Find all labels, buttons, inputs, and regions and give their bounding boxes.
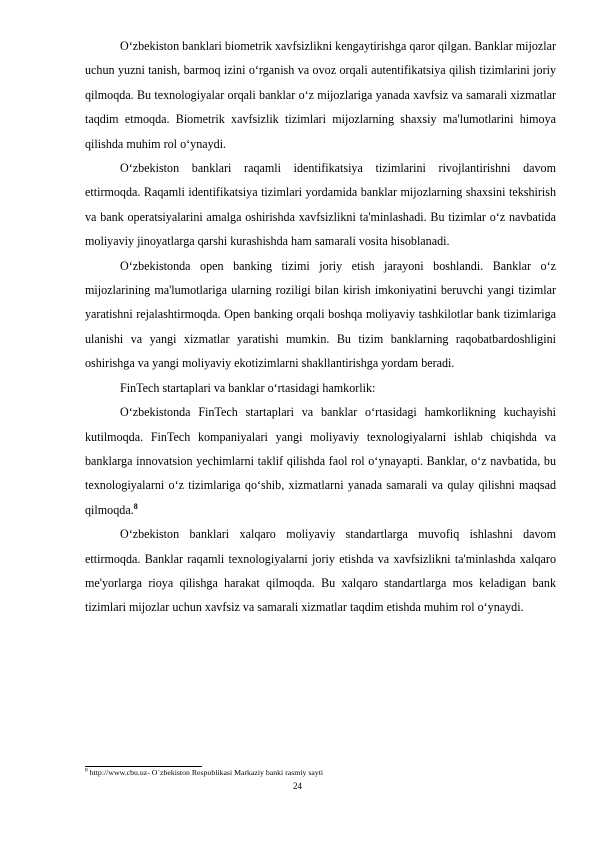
paragraph-biometric-security: O‘zbekiston banklari biometrik xavfsizlikni kengaytirishga qaror qilgan. Banklar mijozlar uchun yuzni tanish, barmoq izini o‘rganish va ovoz orqali autentifikatsiya qilish tizimlarini joriy qilmoqda. Bu texnologiyalar orqali banklar o‘z mijozlariga yanada xavfsiz va samarali xizmatlar taqdim etmoqda. Biometrik xavfsizlik tizimlari mijozlarning shaxsiy ma'lumotlarini himoya qilishda muhim rol o‘ynaydi. (85, 39, 556, 151)
paragraph-fintech-partnership (85, 400, 556, 522)
footnote-text: http://www.cbu.uz- O`zbekiston Respublikasi Markaziy banki rasmiy sayti (89, 768, 324, 777)
page-body (85, 34, 556, 620)
paragraph-international-standards: O‘zbekiston banklari xalqaro moliyaviy standartlarga muvofiq ishlashni davom ettirmoqda. Banklar raqamli texnologiyalarni joriy etishda va xavfsizlikni ta'minlashda xalqaro me'yorlarga rioya qilishga harakat qilmoqda. Bu xalqaro standartlarga mos keladigan bank tizimlari mijozlar uchun xavfsiz va samarali xizmatlar taqdim etishda muhim rol o‘ynaydi. (85, 527, 556, 615)
paragraph-open-banking: O‘zbekistonda open banking tizimi joriy etish jarayoni boshlandi. Banklar o‘z mijozlarining ma'lumotlariga ularning roziligi bilan kirish imkoniyatini beruvchi yangi tizimlar yaratishni rejalashtirmoqda. Open banking orqali boshqa moliyaviy tashkilotlar bank tizimlariga ulanishi va yangi xizmatlar yaratishi mumkin. Bu tizim banklarning raqobatbardoshligini oshirishga va yangi moliyaviy ekotizimlarni shakllantirishga yordam beradi. (85, 258, 556, 371)
paragraph-digital-identification: O‘zbekiston banklari raqamli identifikatsiya tizimlarini rivojlantirishni davom ettirmoqda. Raqamli identifikatsiya tizimlari yordamida banklar mijozlarning shaxsini tekshirish va bank operatsiyalarini amalga oshirishda xavfsizlikni ta'minlashadi. Bu tizimlar o‘z navbatida moliyaviy jinoyatlarga qarshi kurashishda ham samarali vosita hisoblanadi. (85, 161, 556, 249)
footnote-mark: 8 (85, 767, 88, 774)
footnote-reference[interactable]: 8 (133, 501, 138, 511)
footnote-divider (85, 766, 202, 767)
footnote (85, 768, 323, 778)
paragraph-fintech-text: O‘zbekistonda FinTech startaplari va banklar o‘rtasidagi hamkorlikning kuchayishi kutilmoqda. FinTech kompaniyalari yangi moliyaviy texnologiyalarni ishlab chiqishda va banklarga innovatsion yechimlarni taklif qilishda faol rol o‘ynayapti. Banklar, o‘z navbatida, bu texnologiyalarni o‘z tizimlariga qo‘shib, xizmatlarni yanada samarali va qulay qilishni maqsad qilmoqda. (85, 405, 556, 517)
section-heading-fintech: FinTech startaplari va banklar o‘rtasidagi hamkorlik: (120, 380, 376, 395)
page-number: 24 (293, 781, 302, 791)
